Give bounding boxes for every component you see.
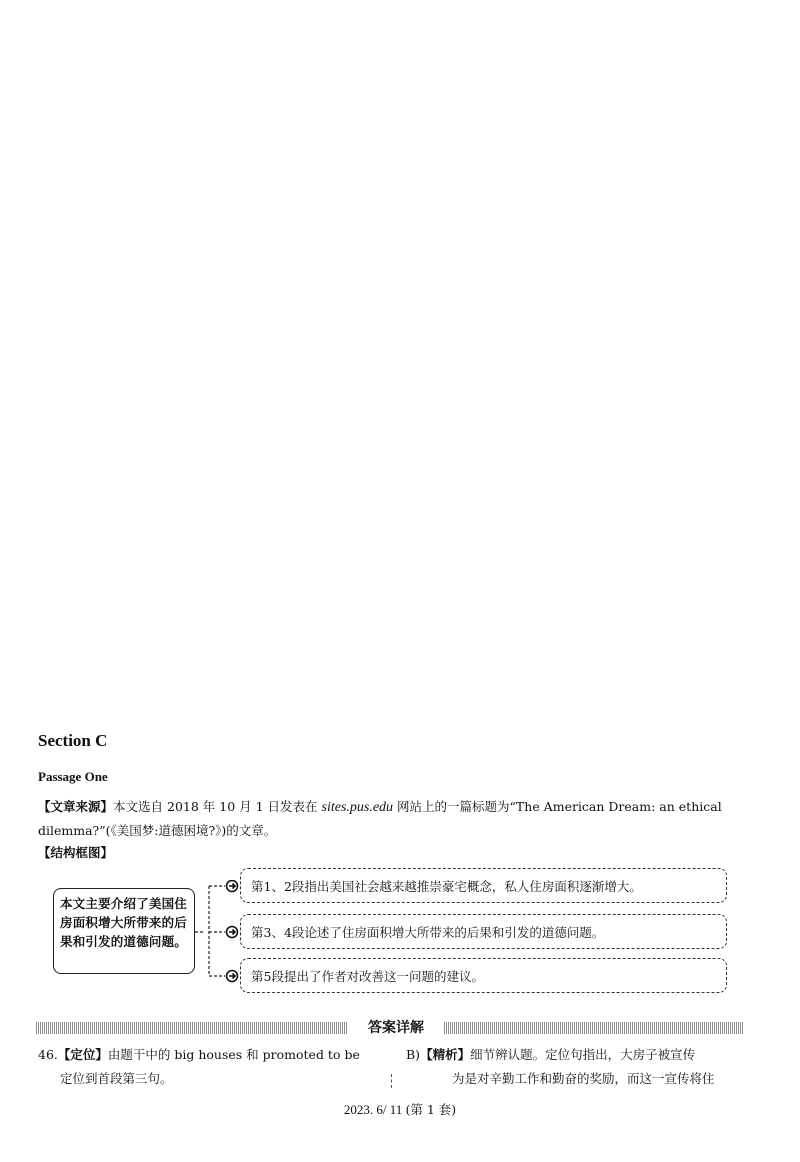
section-title: Section C — [38, 731, 108, 750]
structure-label: 【结构框图】 — [38, 845, 114, 860]
structure-branch — [240, 868, 727, 903]
arrow-circle-icon — [227, 927, 238, 938]
question-46 — [38, 1043, 383, 1091]
structure-main-box: 本文主要介绍了美国住房面积增大所带来的后果和引发的道德问题。 — [53, 888, 195, 974]
structure-branch-text: 第1、2段指出美国社会越来越推崇豪宅概念，私人住房面积逐渐增大。 — [251, 878, 642, 894]
analysis-line2: 为是对辛勤工作和勤奋的奖励，而这一宣传将住 — [452, 1071, 715, 1086]
structure-branch-text: 第3、4段论述了住房面积增大所带来的后果和引发的道德问题。 — [251, 924, 605, 940]
footer-set: (第 1 套) — [405, 1102, 457, 1117]
question-46-analysis — [406, 1043, 746, 1091]
analysis-tag: 【精析】 — [420, 1047, 471, 1062]
question-46-line1: 由题干中的 big houses 和 promoted to be — [107, 1047, 360, 1062]
source-text-after: 网站上的一篇标题为“The American Dream: an ethical dilemma?”(《美国梦:道德困境?》)的文章。 — [38, 799, 722, 838]
source-text-before: 本文选自 2018 年 10 月 1 日发表在 — [113, 799, 322, 814]
source-label: 【文章来源】 — [38, 799, 114, 814]
locate-tag: 【定位】 — [57, 1047, 108, 1062]
answer-section-title: 答案详解 — [354, 1018, 438, 1038]
page-footer — [0, 1100, 800, 1118]
answer-option: B) — [406, 1047, 421, 1062]
arrow-circle-icon — [227, 881, 238, 892]
structure-branch-text: 第5段提出了作者对改善这一问题的建议。 — [251, 968, 484, 984]
hatch-divider — [444, 1022, 744, 1034]
passage-title: Passage One — [38, 769, 108, 784]
question-number: 46. — [38, 1047, 58, 1062]
footer-date: 2023. 6/ 11 — [343, 1102, 403, 1117]
structure-branch — [240, 958, 727, 993]
source-site: sites.pus.edu — [321, 800, 394, 815]
column-divider — [391, 1074, 392, 1088]
arrow-circle-icon — [227, 971, 238, 982]
question-46-line2: 定位到首段第三句。 — [60, 1071, 173, 1086]
structure-connector — [195, 880, 241, 996]
structure-branch — [240, 914, 727, 949]
hatch-divider — [36, 1022, 348, 1034]
answer-section-band — [36, 1018, 744, 1038]
article-source — [38, 795, 760, 842]
analysis-line1: 细节辨认题。定位句指出，大房子被宣传 — [470, 1047, 696, 1062]
